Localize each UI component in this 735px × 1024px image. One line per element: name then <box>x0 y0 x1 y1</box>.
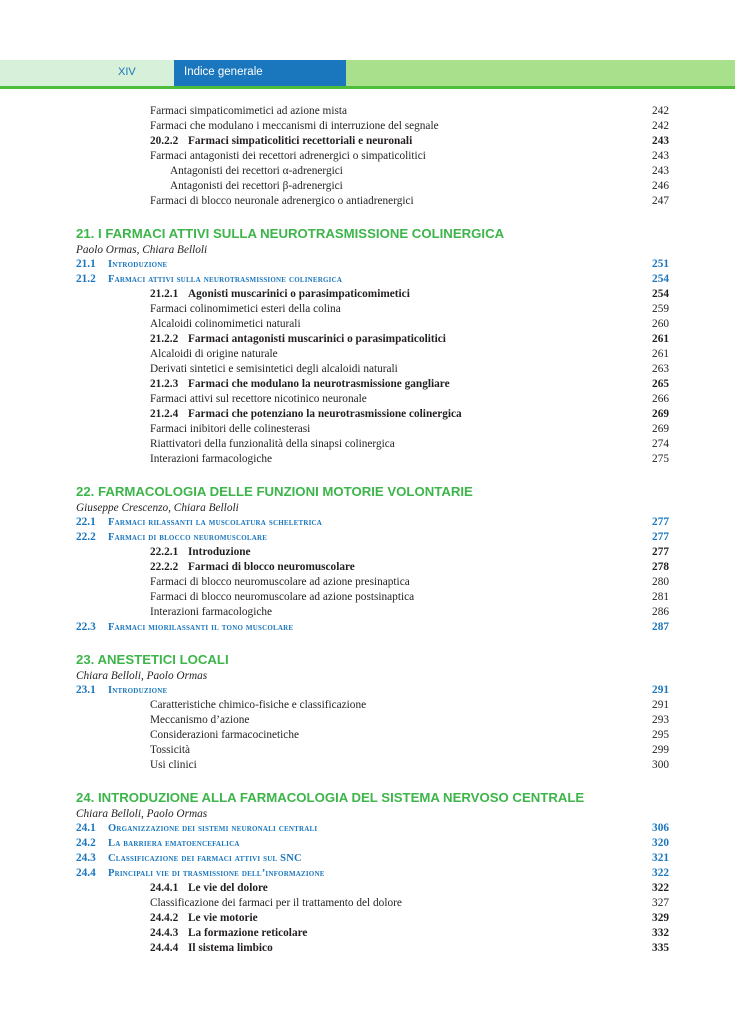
subsection-number: 24.4.2 <box>150 912 179 924</box>
toc-page-number: 335 <box>652 942 669 954</box>
toc-entry-text: Antagonisti dei recettori β-adrenergici <box>170 180 343 192</box>
header-band-left <box>0 60 174 86</box>
toc-entry[interactable] <box>76 530 671 545</box>
toc-entry-text <box>150 911 258 926</box>
chapter-authors: Paolo Ormas, Chiara Belloli <box>76 244 208 256</box>
toc-entry <box>76 560 671 575</box>
toc-entry <box>76 392 671 407</box>
toc-entry-text: Interazioni farmacologiche <box>150 606 273 618</box>
toc-entry <box>76 119 671 134</box>
toc-entry-text: Derivati sintetici e semisintetici degli alcaloidi naturali <box>150 363 398 375</box>
toc-entry-text <box>150 881 268 896</box>
section-number: 21.1 <box>76 258 96 270</box>
toc-page-number: 281 <box>652 591 669 603</box>
toc-entry <box>76 422 671 437</box>
subsection-number: 21.2.1 <box>150 288 179 300</box>
toc-page-number: 266 <box>652 393 669 405</box>
toc-page-number: 260 <box>652 318 669 330</box>
page-number: XIV <box>118 66 136 78</box>
table-of-contents <box>76 104 671 956</box>
page-header <box>0 60 735 88</box>
toc-entry-text <box>150 287 410 302</box>
toc-page-number: 263 <box>652 363 669 375</box>
toc-page-number: 277 <box>652 516 669 528</box>
toc-entry-text <box>150 332 446 347</box>
toc-entry <box>76 758 671 773</box>
toc-page-number: 320 <box>652 837 669 849</box>
toc-page-number: 295 <box>652 729 669 741</box>
toc-entry-text: Considerazioni farmacocinetiche <box>150 729 299 741</box>
toc-page-number: 327 <box>652 897 669 909</box>
subsection-number: 24.4.3 <box>150 927 179 939</box>
toc-entry <box>76 545 671 560</box>
toc-entry <box>76 194 671 209</box>
toc-entry-text: Classificazione dei farmaci per il trattamento del dolore <box>150 897 402 909</box>
section-title: Farmaci miorilassanti il tono muscolare <box>108 622 294 633</box>
toc-page-number: 242 <box>652 120 669 132</box>
section-title: Farmaci attivi sulla neurotrasmissione colinergica <box>108 274 343 285</box>
toc-entry <box>76 605 671 620</box>
toc-entry-text: Alcaloidi colinomimetici naturali <box>150 318 301 330</box>
section-number: 22.2 <box>76 531 96 543</box>
toc-entry <box>76 713 671 728</box>
toc-entry <box>76 437 671 452</box>
chapter-authors: Giuseppe Crescenzo, Chiara Belloli <box>76 502 239 514</box>
header-rule <box>0 86 735 89</box>
toc-entry <box>76 575 671 590</box>
subsection-title: La formazione reticolare <box>188 927 308 939</box>
toc-entry-text <box>150 560 355 575</box>
toc-page-number: 243 <box>652 135 669 147</box>
subsection-title: Farmaci simpaticolitici recettoriali e neuronali <box>188 135 413 147</box>
toc-page-number: 251 <box>652 258 669 270</box>
toc-entry <box>76 896 671 911</box>
toc-entry-text: Farmaci di blocco neuromuscolare ad azione postsinaptica <box>150 591 415 603</box>
toc-page-number: 243 <box>652 165 669 177</box>
subsection-number: 24.4.1 <box>150 882 179 894</box>
subsection-number: 21.2.3 <box>150 378 179 390</box>
toc-entry-text: Usi clinici <box>150 759 197 771</box>
toc-entry-text <box>150 377 450 392</box>
toc-entry-text: Farmaci di blocco neuronale adrenergico o antiadrenergici <box>150 195 414 207</box>
section-title: Principali vie di trasmissione dell’informazione <box>108 868 325 879</box>
subsection-number: 22.2.1 <box>150 546 179 558</box>
toc-page-number: 275 <box>652 453 669 465</box>
section-title: La barriera ematoencefalica <box>108 838 240 849</box>
toc-entry-text: Tossicità <box>150 744 190 756</box>
chapter-authors: Chiara Belloli, Paolo Ormas <box>76 670 208 682</box>
toc-page-number: 259 <box>652 303 669 315</box>
toc-entry-text: Alcaloidi di origine naturale <box>150 348 278 360</box>
toc-entry <box>76 362 671 377</box>
toc-entry-text <box>150 941 273 956</box>
subsection-title: Agonisti muscarinici o parasimpaticomimetici <box>188 288 410 300</box>
toc-entry[interactable] <box>76 257 671 272</box>
toc-entry-text <box>76 257 167 272</box>
section-title: Farmaci rilassanti la muscolatura scheletrica <box>108 517 323 528</box>
toc-page-number: 278 <box>652 561 669 573</box>
chapter-title[interactable]: 21. I FARMACI ATTIVI SULLA NEUROTRASMISSIONE COLINERGICA <box>76 226 505 241</box>
subsection-title: Il sistema limbico <box>188 942 273 954</box>
section-number: 24.1 <box>76 822 96 834</box>
toc-entry <box>76 941 671 956</box>
toc-entry <box>76 377 671 392</box>
running-title: Indice generale <box>184 66 263 78</box>
toc-page-number: 269 <box>652 408 669 420</box>
toc-entry <box>76 911 671 926</box>
section-title: Farmaci di blocco neuromuscolare <box>108 532 268 543</box>
subsection-title: Farmaci che potenziano la neurotrasmissione colinergica <box>188 408 462 420</box>
toc-entry-text <box>150 926 307 941</box>
subsection-number: 21.2.4 <box>150 408 179 420</box>
toc-page-number: 322 <box>652 882 669 894</box>
chapter-title[interactable]: 22. FARMACOLOGIA DELLE FUNZIONI MOTORIE VOLONTARIE <box>76 484 473 499</box>
header-band-right <box>346 60 735 86</box>
toc-entry <box>76 881 671 896</box>
toc-page-number: 269 <box>652 423 669 435</box>
toc-entry[interactable] <box>76 515 671 530</box>
toc-page-number: 274 <box>652 438 669 450</box>
toc-page-number: 246 <box>652 180 669 192</box>
toc-entry <box>76 728 671 743</box>
chapter-title[interactable]: 24. INTRODUZIONE ALLA FARMACOLOGIA DEL SISTEMA NERVOSO CENTRALE <box>76 790 585 805</box>
toc-entry[interactable] <box>76 683 671 698</box>
toc-entry-text <box>76 272 342 287</box>
toc-entry-text <box>76 821 317 836</box>
toc-entry <box>76 347 671 362</box>
toc-entry <box>76 302 671 317</box>
toc-entry-text <box>76 683 167 698</box>
toc-entry-text <box>150 545 251 560</box>
toc-page-number: 242 <box>652 105 669 117</box>
toc-entry[interactable] <box>76 851 671 866</box>
toc-page-number: 291 <box>652 684 669 696</box>
toc-entry <box>76 179 671 194</box>
toc-page-number: 299 <box>652 744 669 756</box>
toc-entry-text: Farmaci attivi sul recettore nicotinico neuronale <box>150 393 367 405</box>
subsection-title: Farmaci che modulano la neurotrasmissione gangliare <box>188 378 450 390</box>
toc-entry[interactable] <box>76 821 671 836</box>
toc-entry-text: Caratteristiche chimico-fisiche e classificazione <box>150 699 367 711</box>
toc-entry-text <box>150 134 412 149</box>
chapter-authors: Chiara Belloli, Paolo Ormas <box>76 808 208 820</box>
toc-entry[interactable] <box>76 620 671 635</box>
toc-page-number: 286 <box>652 606 669 618</box>
subsection-title: Le vie motorie <box>188 912 258 924</box>
toc-entry-text: Farmaci colinomimetici esteri della colina <box>150 303 341 315</box>
toc-entry-text: Farmaci inibitori delle colinesterasi <box>150 423 311 435</box>
toc-entry <box>76 134 671 149</box>
toc-page-number: 306 <box>652 822 669 834</box>
toc-entry-text: Meccanismo d’azione <box>150 714 250 726</box>
section-title: Introduzione <box>108 685 168 696</box>
toc-entry-text <box>76 836 240 851</box>
section-number: 24.4 <box>76 867 96 879</box>
toc-entry <box>76 287 671 302</box>
toc-entry[interactable] <box>76 836 671 851</box>
toc-page-number: 300 <box>652 759 669 771</box>
section-title: Classificazione dei farmaci attivi sul SNC <box>108 853 302 864</box>
subsection-number: 21.2.2 <box>150 333 179 345</box>
toc-entry <box>76 104 671 119</box>
toc-entry-text: Farmaci antagonisti dei recettori adrenergici o simpaticolitici <box>150 150 426 162</box>
toc-page-number: 261 <box>652 348 669 360</box>
section-title: Organizzazione dei sistemi neuronali centrali <box>108 823 318 834</box>
toc-page-number: 322 <box>652 867 669 879</box>
subsection-title: Introduzione <box>188 546 251 558</box>
toc-page-number: 329 <box>652 912 669 924</box>
toc-page-number: 332 <box>652 927 669 939</box>
toc-page-number: 277 <box>652 531 669 543</box>
subsection-title: Le vie del dolore <box>188 882 268 894</box>
toc-entry-text <box>76 866 325 881</box>
toc-page-number: 265 <box>652 378 669 390</box>
toc-entry[interactable] <box>76 866 671 881</box>
toc-entry-text <box>76 851 302 866</box>
toc-entry-text <box>76 515 322 530</box>
toc-entry <box>76 926 671 941</box>
toc-entry-text: Interazioni farmacologiche <box>150 453 273 465</box>
toc-entry <box>76 332 671 347</box>
section-number: 24.2 <box>76 837 96 849</box>
toc-entry-text: Farmaci simpaticomimetici ad azione mista <box>150 105 348 117</box>
toc-page-number: 291 <box>652 699 669 711</box>
toc-page-number: 277 <box>652 546 669 558</box>
toc-entry <box>76 743 671 758</box>
section-number: 21.2 <box>76 273 96 285</box>
toc-entry-text: Farmaci di blocco neuromuscolare ad azione presinaptica <box>150 576 410 588</box>
toc-entry <box>76 149 671 164</box>
toc-page-number: 280 <box>652 576 669 588</box>
toc-page-number: 243 <box>652 150 669 162</box>
toc-entry <box>76 407 671 422</box>
subsection-number: 20.2.2 <box>150 135 179 147</box>
toc-page-number: 254 <box>652 288 669 300</box>
toc-entry-text <box>76 620 293 635</box>
section-number: 24.3 <box>76 852 96 864</box>
toc-entry <box>76 590 671 605</box>
toc-entry[interactable] <box>76 272 671 287</box>
subsection-title: Farmaci antagonisti muscarinici o parasimpaticolitici <box>188 333 446 345</box>
toc-page-number: 254 <box>652 273 669 285</box>
toc-page-number: 287 <box>652 621 669 633</box>
toc-page-number: 321 <box>652 852 669 864</box>
section-number: 23.1 <box>76 684 96 696</box>
subsection-number: 24.4.4 <box>150 942 179 954</box>
toc-entry <box>76 452 671 467</box>
toc-entry <box>76 317 671 332</box>
section-number: 22.1 <box>76 516 96 528</box>
toc-entry-text: Farmaci che modulano i meccanismi di interruzione del segnale <box>150 120 439 132</box>
toc-entry-text: Antagonisti dei recettori α-adrenergici <box>170 165 343 177</box>
toc-page-number: 293 <box>652 714 669 726</box>
toc-entry <box>76 164 671 179</box>
toc-entry-text <box>150 407 462 422</box>
chapter-title[interactable]: 23. ANESTETICI LOCALI <box>76 652 229 667</box>
section-number: 22.3 <box>76 621 96 633</box>
section-title: Introduzione <box>108 259 168 270</box>
subsection-title: Farmaci di blocco neuromuscolare <box>188 561 355 573</box>
toc-entry-text <box>76 530 267 545</box>
toc-entry <box>76 698 671 713</box>
toc-page-number: 261 <box>652 333 669 345</box>
toc-entry-text: Riattivatori della funzionalità della sinapsi colinergica <box>150 438 395 450</box>
toc-page-number: 247 <box>652 195 669 207</box>
subsection-number: 22.2.2 <box>150 561 179 573</box>
